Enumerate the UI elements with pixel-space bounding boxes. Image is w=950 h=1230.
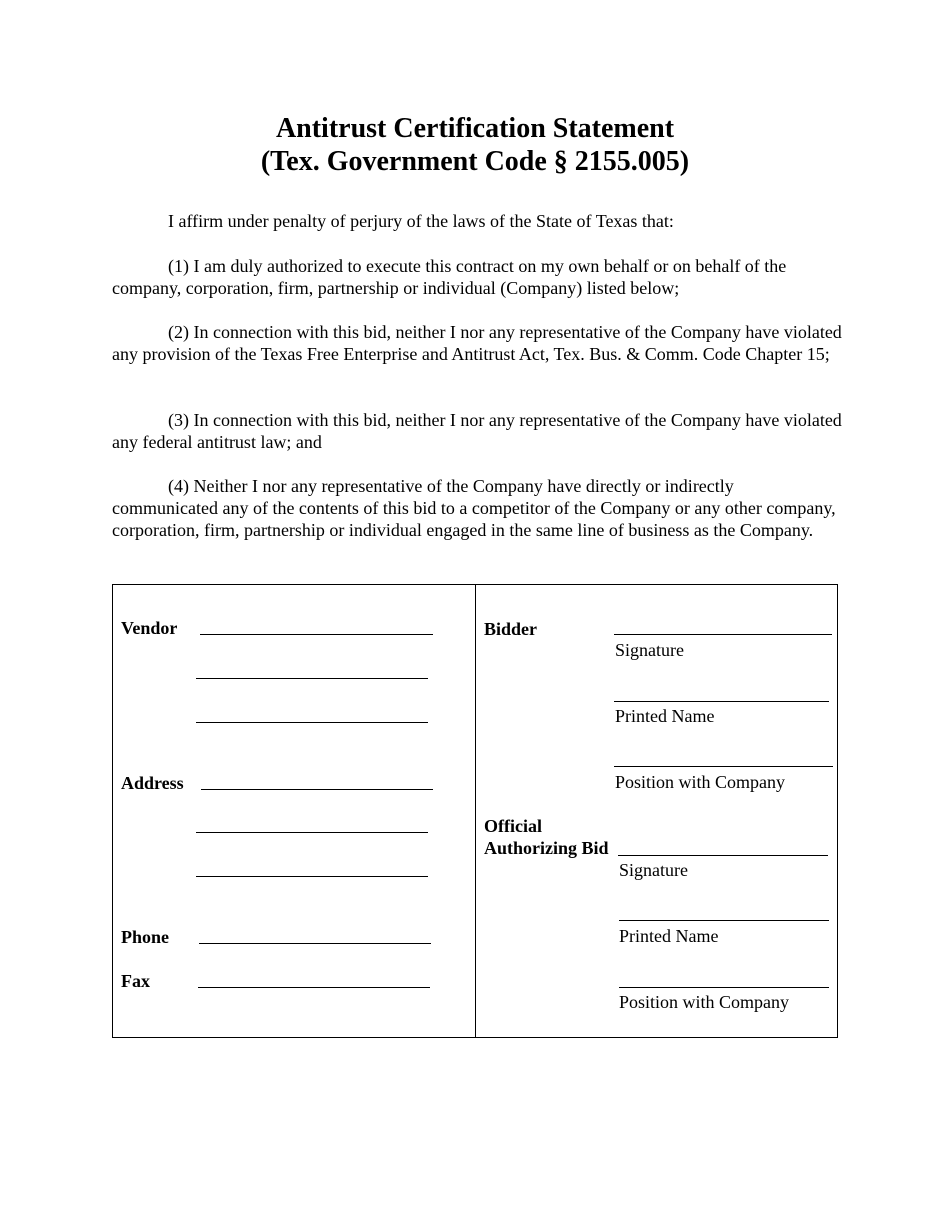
bidder-position-caption: Position with Company: [615, 772, 786, 792]
bidder-position-line[interactable]: [614, 766, 833, 767]
clause-4-start: (4) Neither I nor any representative of the Company have directly or indirectly: [168, 476, 734, 496]
address-line-2[interactable]: [196, 832, 428, 833]
clause-2-start: (2) In connection with this bid, neither I nor any representative of the Company have: [168, 322, 780, 342]
official-label-line1: Official: [484, 816, 542, 836]
phone-label: Phone: [121, 927, 170, 947]
clause-3-rest: violated any federal antitrust law; and: [112, 410, 842, 452]
official-printed-name-line[interactable]: [619, 920, 829, 921]
vendor-label: Vendor: [121, 618, 178, 638]
clause-4-rest: communicated any of the contents of this bid to a competitor of the Company or any other company, corporation, firm, partnership or individual engaged in the same line of business as the Company.: [112, 498, 836, 540]
vendor-line-2[interactable]: [196, 678, 428, 679]
official-signature-line[interactable]: [618, 855, 828, 856]
official-signature-caption: Signature: [619, 860, 688, 880]
vendor-line-1[interactable]: [200, 634, 433, 635]
address-line-1[interactable]: [201, 789, 433, 790]
bidder-signature-caption: Signature: [615, 640, 684, 660]
fax-line[interactable]: [198, 987, 430, 988]
bidder-label: Bidder: [484, 619, 538, 639]
intro-paragraph: [112, 210, 842, 232]
phone-line[interactable]: [199, 943, 431, 944]
official-label-line2: Authorizing Bid: [484, 838, 609, 858]
clause-2-rest: violated any provision of the Texas Free Enterprise and Antitrust Act, Tex. Bus. & Comm. Code Chapter 15;: [112, 322, 842, 364]
document-title: Antitrust Certification Statement: [275, 113, 675, 144]
address-line-3[interactable]: [196, 876, 428, 877]
clause-3-start: (3) In connection with this bid, neither I nor any representative of the Company have: [168, 410, 780, 430]
official-position-line[interactable]: [619, 987, 829, 988]
bidder-signature-line[interactable]: [614, 634, 832, 635]
bidder-printed-name-line[interactable]: [614, 701, 829, 702]
clause-1: [112, 255, 842, 299]
official-printed-name-caption: Printed Name: [619, 926, 719, 946]
official-position-caption: Position with Company: [619, 992, 790, 1012]
bidder-printed-name-caption: Printed Name: [615, 706, 715, 726]
intro-text: I affirm under penalty of perjury of the laws of the State of Texas that:: [168, 211, 674, 231]
vendor-line-3[interactable]: [196, 722, 428, 723]
clause-1-rest: company, corporation, firm, partnership or individual (Company) listed below;: [112, 278, 680, 298]
clause-2: [112, 321, 842, 365]
form-divider: [475, 584, 476, 1038]
clause-1-start: (1) I am duly authorized to execute this contract on my own behalf or on behalf of the: [168, 256, 787, 276]
address-label: Address: [121, 773, 184, 793]
clause-3: [112, 409, 842, 453]
fax-label: Fax: [121, 971, 150, 991]
document-subtitle: (Tex. Government Code § 2155.005): [260, 146, 690, 177]
clause-4: [112, 475, 842, 541]
